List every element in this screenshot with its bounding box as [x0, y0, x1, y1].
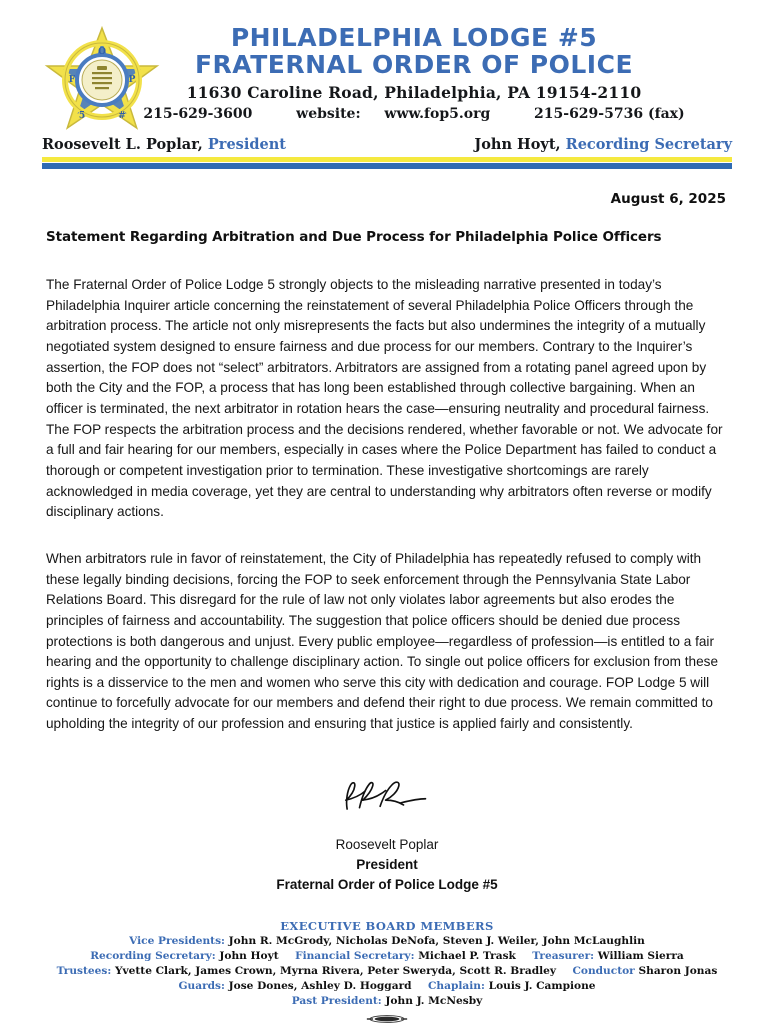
board-line	[46, 994, 728, 1009]
letter-date: August 6, 2025	[610, 191, 726, 207]
signature-role: President	[356, 856, 418, 872]
svg-text:#: #	[118, 111, 126, 121]
board-line	[46, 979, 728, 994]
website-label: website:	[296, 106, 361, 122]
officer-recording-secretary-role: Recording Secretary	[565, 136, 732, 153]
svg-text:P: P	[128, 75, 136, 85]
union-label-bug-icon	[46, 1014, 728, 1024]
board-value: John J. McNesby	[385, 995, 483, 1008]
signature-name: Roosevelt Poplar	[335, 836, 439, 852]
board-line	[46, 964, 728, 979]
board-value: Jose Dones, Ashley D. Hoggard	[228, 980, 412, 993]
officer-president-role: President	[207, 136, 286, 153]
board-label: Guards:	[178, 980, 225, 993]
officers-row	[0, 136, 768, 153]
executive-board-footer	[46, 918, 728, 1024]
handwritten-signature-icon	[46, 769, 728, 823]
board-line	[46, 934, 728, 949]
board-value: Sharon Jonas	[638, 965, 718, 978]
board-value: John R. McGrody, Nicholas DeNofa, Steven J. Weiler, John McLaughlin	[228, 935, 645, 948]
officer-recording-secretary-name: John Hoyt,	[474, 136, 561, 153]
board-value: William Sierra	[597, 950, 684, 963]
executive-board-heading: EXECUTIVE BOARD MEMBERS	[280, 918, 494, 933]
board-label: Vice Presidents:	[129, 935, 225, 948]
signature-organization: Fraternal Order of Police Lodge #5	[276, 876, 498, 892]
board-label: Trustees:	[56, 965, 112, 978]
board-label: Financial Secretary:	[295, 950, 415, 963]
board-value: Michael P. Trask	[418, 950, 516, 963]
board-line	[46, 949, 728, 964]
letterhead	[0, 0, 768, 130]
body-paragraph: When arbitrators rule in favor of reinstatement, the City of Philadelphia has repeatedly refused to comply with these legally binding decisions, forcing the FOP to seek enforcement through the Pennsylvania State Labor Relations Board. This disregard for the rule of law not only violates labor agreements but also erodes the principles of fairness and accountability. The suggestion that police officers should be denied due process protections is both dangerous and unjust. Every public employee—regardless of profession—is entitled to a fair hearing and the opportunity to challenge disciplinary action. To single out police officers for exclusion from these rights is a disservice to the men and women who serve this city with dedication and courage. FOP Lodge 5 will continue to forcefully advocate for our members and defend their right to due process. We remain committed to upholding the integrity of our profession and ensuring that justice is applied fairly and consistently.	[46, 550, 719, 732]
letter-body	[0, 191, 768, 1024]
board-value: Yvette Clark, James Crown, Myrna Rivera, Peter Sweryda, Scott R. Bradley	[114, 965, 557, 978]
board-label: Treasurer:	[532, 950, 595, 963]
org-name-line-2: FRATERNAL ORDER OF POLICE	[194, 50, 634, 79]
page-title: Statement Regarding Arbitration and Due Process for Philadelphia Police Officers	[46, 229, 662, 245]
org-name-line-1: PHILADELPHIA LODGE #5	[230, 23, 598, 52]
divider-yellow	[42, 157, 732, 162]
svg-text:O: O	[98, 47, 106, 57]
org-contact-line	[90, 106, 738, 122]
fax-number: 215-629-5736 (fax)	[534, 106, 685, 122]
board-label: Recording Secretary:	[90, 950, 216, 963]
svg-text:F: F	[68, 75, 76, 85]
board-label: Conductor	[572, 965, 635, 978]
website-url[interactable]: www.fop5.org	[384, 106, 491, 122]
divider-blue	[42, 163, 732, 169]
board-value: John Hoyt	[219, 950, 279, 963]
board-label: Chaplain:	[427, 980, 485, 993]
body-paragraph: The Fraternal Order of Police Lodge 5 strongly objects to the misleading narrative presented in today’s Philadelphia Inquirer article concerning the reinstatement of several Philadelphia Police Officers through the arbitration process. The article not only misrepresents the facts but also undermines the integrity of a mutually negotiated system designed to ensure fairness and due process for our members. Contrary to the Inquirer’s assertion, the FOP does not “select” arbitrators. Arbitrators are assigned from a rotating panel agreed upon by both the City and the FOP, a process that has long been established through collective bargaining. When an officer is terminated, the next arbitrator in rotation hears the case—ensuring neutrality and procedural fairness. The FOP respects the arbitration process and the decisions rendered, whether favorable or not. We advocate for a full and fair hearing for our members, especially in cases where the Police Department has failed to conduct a thorough or competent investigation prior to termination. These investigative shortcomings are rarely acknowledged in media coverage, yet they are central to understanding why arbitrators often reverse or modify disciplinary actions.	[46, 277, 723, 520]
org-address: 11630 Caroline Road, Philadelphia, PA 19154-2110	[186, 83, 642, 102]
phone-number: 215-629-3600	[143, 106, 253, 122]
signature-block	[46, 769, 728, 892]
svg-text:5: 5	[78, 111, 86, 121]
officer-recording-secretary	[474, 136, 732, 153]
officer-president-name: Roosevelt L. Poplar,	[42, 136, 203, 153]
board-value: Louis J. Campione	[488, 980, 596, 993]
board-label: Past President:	[291, 995, 382, 1008]
fop-star-badge-icon	[46, 24, 158, 136]
officer-president	[42, 136, 286, 153]
